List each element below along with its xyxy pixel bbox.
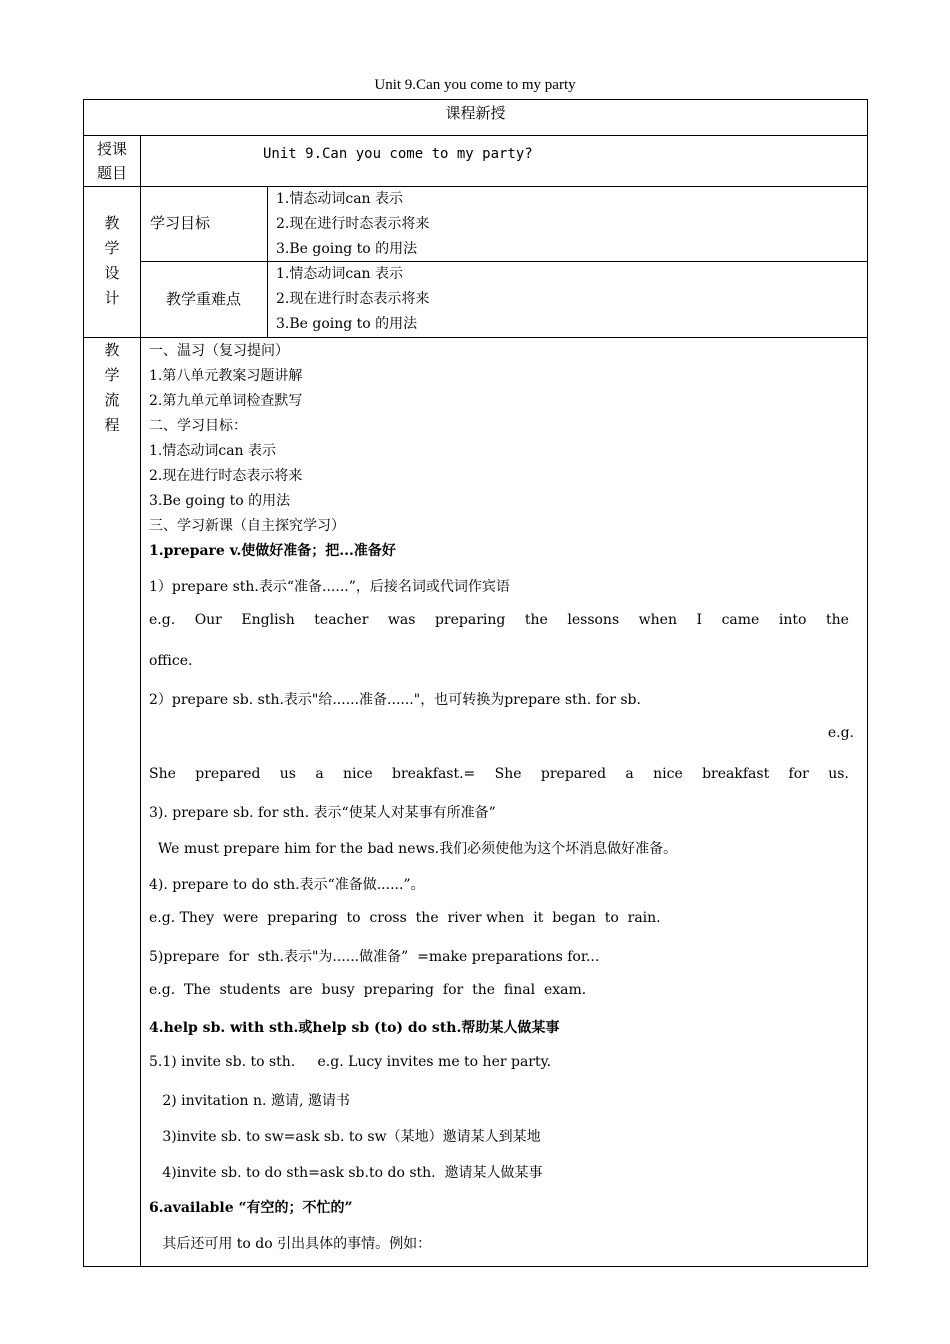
key-points-list xyxy=(276,262,429,337)
document-title: Unit 9.Can you come to my party xyxy=(374,77,576,93)
text-line: 3). prepare sb. for sth. 表示“使某人对某事有所准备” xyxy=(149,805,496,821)
list-item: 1.情态动词can 表示 xyxy=(276,191,404,207)
goals-list xyxy=(276,187,429,262)
vocab-heading: 4.help sb. with sth.或help sb (to) do sth.帮助某人做某事 xyxy=(149,1020,560,1036)
list-item: 1.情态动词can 表示 xyxy=(276,266,404,282)
topic-title: Unit 9.Can you come to my party? xyxy=(263,146,533,162)
example-sentence: e.g. The students are busy preparing for the final exam. xyxy=(149,982,587,998)
text-line: We must prepare him for the bad news.我们必须使他为这个坏消息做好准备。 xyxy=(149,841,678,857)
section-heading: 一、温习（复习提问） xyxy=(149,343,289,359)
text-line: 5)prepare for sth.表示"为......做准备” =make preparations for... xyxy=(149,949,600,965)
text-line: 1）prepare sth.表示“准备......”，后接名词或代词作宾语 xyxy=(149,579,510,595)
flow-label: 教 学 流 程 xyxy=(104,341,120,434)
row-divider xyxy=(83,135,868,136)
vocab-heading: 1.prepare v.使做好准备；把...准备好 xyxy=(149,543,396,559)
text-line: 其后还可用 to do 引出具体的事情。例如： xyxy=(149,1236,432,1252)
goals-label: 学习目标 xyxy=(150,214,211,232)
text-line: 4)invite sb. to do sth=ask sb.to do sth. 邀请某人做某事 xyxy=(149,1165,543,1181)
example-sentence: e.g. They were preparing to cross the river when it began to rain. xyxy=(149,910,661,926)
vocab-heading: 6.available “有空的；不忙的” xyxy=(149,1200,353,1216)
example-sentence: She prepared us a nice breakfast.= She prepared a nice breakfast for us. xyxy=(149,766,849,782)
design-label: 教 学 设 计 xyxy=(104,214,120,307)
section-heading: 二、学习目标： xyxy=(149,418,247,434)
text-line: 3)invite sb. to sw=ask sb. to sw（某地）邀请某人到某地 xyxy=(149,1129,541,1145)
row-divider xyxy=(83,337,868,338)
list-item: 3.Be going to 的用法 xyxy=(276,241,418,257)
topic-label: 授课 题目 xyxy=(96,140,127,182)
list-item: 2.现在进行时态表示将来 xyxy=(276,291,430,307)
col-divider xyxy=(267,186,268,337)
text-line: 2.现在进行时态表示将来 xyxy=(149,468,303,484)
text-line: 2）prepare sb. sth.表示"给......准备......"，也可转换为prepare sth. for sb. xyxy=(149,692,641,708)
row-divider xyxy=(83,186,868,187)
text-line: 2) invitation n. 邀请, 邀请书 xyxy=(149,1093,350,1109)
text-line: e.g. xyxy=(827,725,854,741)
text-line: 1.情态动词can 表示 xyxy=(149,443,277,459)
example-sentence: e.g. Our English teacher was preparing the lessons when I came into the xyxy=(149,612,849,628)
row-divider xyxy=(140,261,868,262)
text-line: 4). prepare to do sth.表示“准备做......”。 xyxy=(149,877,425,893)
list-item: 3.Be going to 的用法 xyxy=(276,316,418,332)
text-line: 1.第八单元教案习题讲解 xyxy=(149,368,303,384)
text-line: 2.第九单元单词检查默写 xyxy=(149,393,303,409)
text-line: 5.1) invite sb. to sth. e.g. Lucy invites me to her party. xyxy=(149,1054,552,1070)
text-line: 3.Be going to 的用法 xyxy=(149,493,291,509)
key-points-label: 教学重难点 xyxy=(165,290,241,308)
list-item: 2.现在进行时态表示将来 xyxy=(276,216,430,232)
table-header: 课程新授 xyxy=(445,104,506,122)
text-line: office. xyxy=(149,653,193,669)
section-heading: 三、学习新课（自主探究学习） xyxy=(149,518,345,534)
